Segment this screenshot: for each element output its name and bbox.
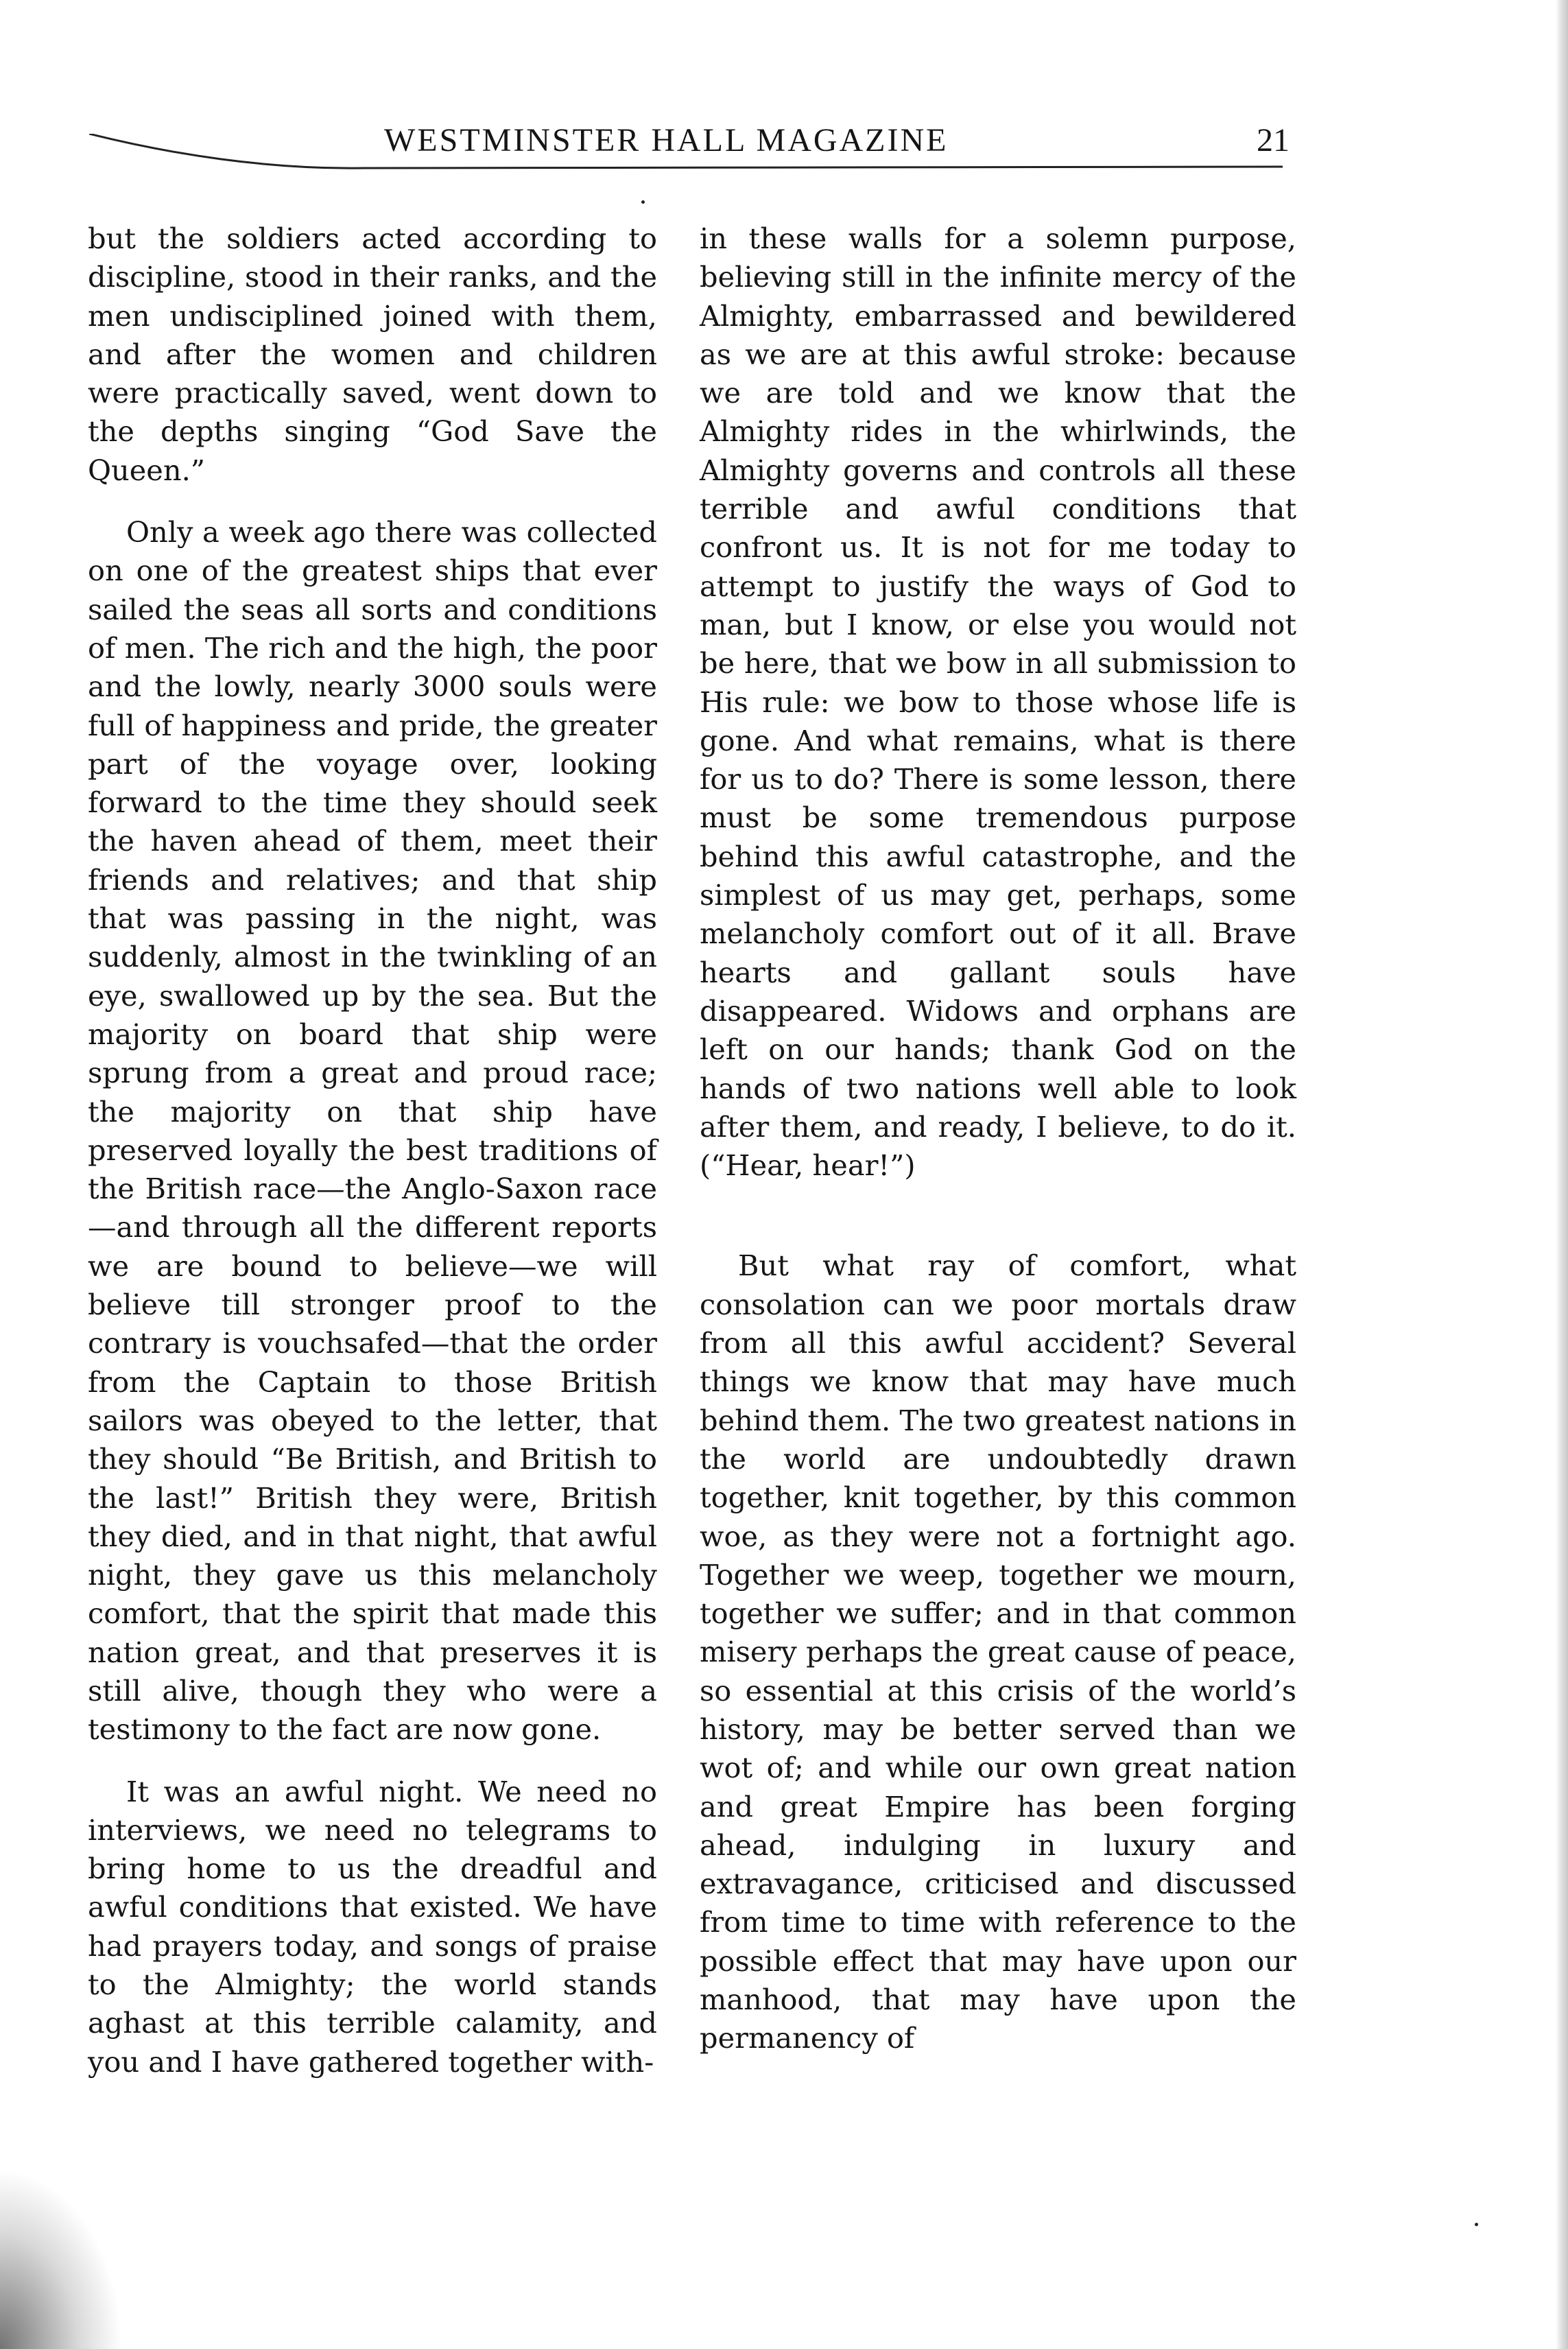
right-paragraph-2: But what ray of comfort, what consolation can we poor mortals draw from all this awful accident? Several things we know that may have much behind them. The two greatest nations in the world are undoubtedly drawn together, knit together, by this common woe, as they were not a fortnight ago. Together we weep, together we mourn, together we suffer; and in that common misery perhaps the great cause of peace, so essential at this crisis of the world’s history, may be better served than we wot of; and while our own great nation and great Empire has been forging ahead, indulging in luxury and extravagance, criticised and discussed from time to time with reference to the possible effect that may have upon our manhood, that may have upon the permanency of — [700, 1249, 1296, 2055]
page-number: 21 — [1257, 122, 1290, 158]
left-paragraph-1: but the soldiers acted according to discipline, stood in their ranks, and the men undisciplined joined with them, and after the women and children were practically saved, went down to the depths singing “God Save the Queen.” — [88, 222, 657, 487]
right-paragraph-1: in these walls for a solemn purpose, believing still in the infinite mercy of the Almighty, embarrassed and bewildered as we are at this awful stroke: because we are told and we know that the Almighty rides in the whirlwinds, the Almighty governs and controls all these terrible and awful conditions that confront us. It is not for me today to attempt to justify the ways of God to man, but I know, or else you would not be here, that we bow in all submission to His rule: we bow to those whose life is gone. And what remains, what is there for us to do? There is some lesson, there must be some tremendous purpose behind this awful catastrophe, and the simplest of us may get, perhaps, some melancholy comfort out of it all. Brave hearts and gallant souls have disappeared. Widows and orphans are left on our hands; thank God on the hands of two nations well able to look after them, and ready, I believe, to do it. (“Hear, hear!”) — [700, 222, 1296, 1183]
header-rule — [89, 134, 1290, 175]
right-column — [700, 220, 1296, 2058]
left-column — [88, 220, 657, 2081]
corner-smudge — [0, 2168, 123, 2349]
ink-speck — [1475, 2223, 1478, 2226]
ink-speck — [641, 200, 645, 204]
magazine-title: WESTMINSTER HALL MAGAZINE — [384, 122, 949, 158]
left-paragraph-3: It was an awful night. We need no interviews, we need no telegrams to bring home to us the dreadful and awful conditions that existed. We have had prayers today, and songs of praise to the Almighty; the world stands aghast at this terrible calamity, and you and I have gathered together with- — [88, 1774, 657, 2079]
binding-shadow — [1556, 0, 1568, 2349]
left-paragraph-2: Only a week ago there was collected on one of the greatest ships that ever sailed the seas all sorts and conditions of men. The rich and the high, the poor and the lowly, nearly 3000 souls were full of happiness and pride, the greater part of the voyage over, looking forward to the time they should seek the haven ahead of them, meet their friends and relatives; and that ship that was passing in the night, was suddenly, almost in the twinkling of an eye, swallowed up by the sea. But the majority on board that ship were sprung from a great and proud race; the majority on that ship have preserved loyally the best traditions of the British race—the Anglo-Saxon race —and through all the different reports we are bound to believe—we will believe till stronger proof to the contrary is vouchsafed—that the order from the Captain to those British sailors was obeyed to the letter, that they should “Be British, and British to the last!” British they were, British they died, and in that night, that awful night, they gave us this melancholy comfort, that the spirit that made this nation great, and that preserves it is still alive, though they who were a testimony to the fact are now gone. — [88, 515, 657, 1747]
